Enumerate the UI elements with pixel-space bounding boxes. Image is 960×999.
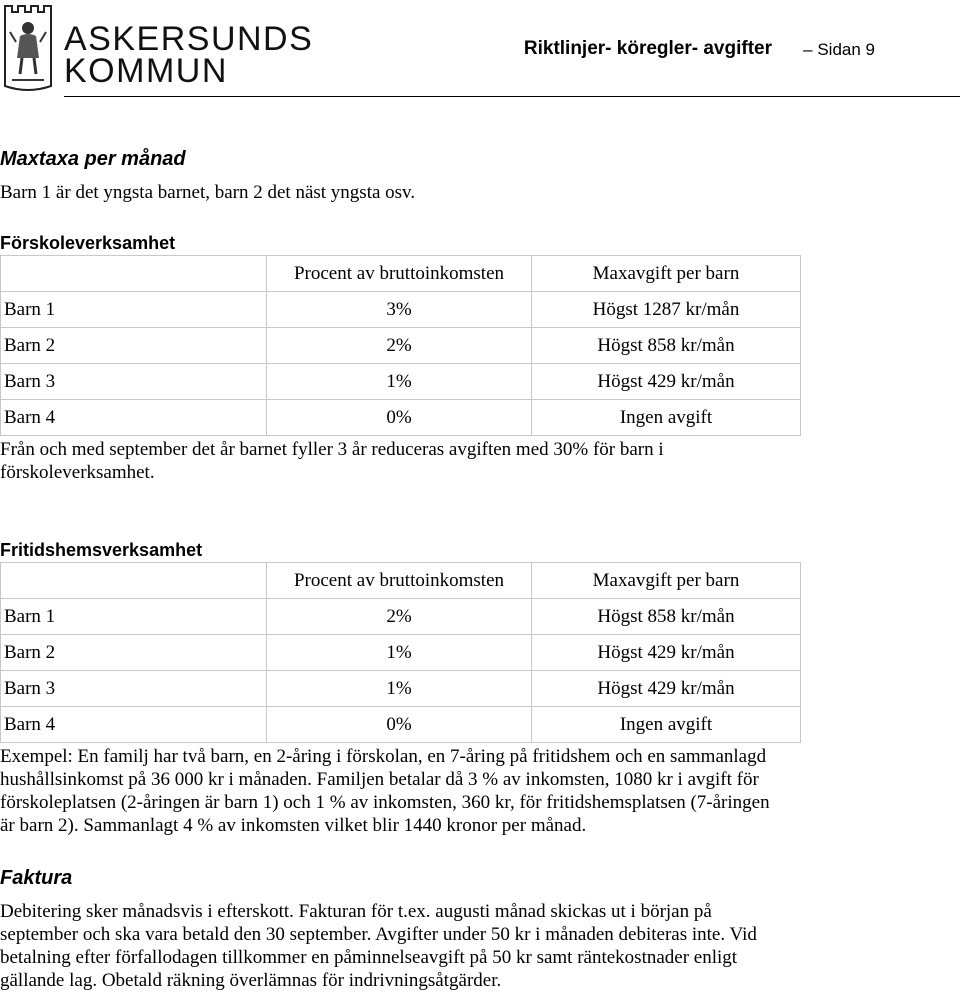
percent-cell: 0%: [267, 707, 532, 743]
maxtaxa-heading: Maxtaxa per månad: [0, 148, 186, 170]
example-line: hushållsinkomst på 36 000 kr i månaden. Familjen betalar då 3 % av inkomsten, 1080 kr i avgift för: [0, 769, 759, 790]
header-divider: [64, 96, 960, 97]
child-cell: Barn 2: [1, 635, 267, 671]
max-fee-cell: Högst 429 kr/mån: [532, 635, 801, 671]
column-header-max: Maxavgift per barn: [532, 256, 801, 292]
logo-line-2: KOMMUN: [64, 52, 228, 90]
table-cell: [1, 256, 267, 292]
percent-cell: 2%: [267, 328, 532, 364]
table-row: [1, 707, 801, 743]
table-row: [1, 364, 801, 400]
percent-cell: 0%: [267, 400, 532, 436]
fritids-fee-table: [0, 562, 801, 743]
municipal-crest-icon: [2, 2, 54, 92]
faktura-line: gällande lag. Obetald räkning överlämnas för indrivningsåtgärder.: [0, 970, 502, 991]
child-cell: Barn 2: [1, 328, 267, 364]
column-header-percent: Procent av bruttoinkomsten: [267, 256, 532, 292]
note-line: Från och med september det år barnet fyller 3 år reduceras avgiften med 30% för barn i: [0, 439, 664, 460]
max-fee-cell: Ingen avgift: [532, 400, 801, 436]
fritids-example: [0, 745, 770, 837]
max-fee-cell: Högst 1287 kr/mån: [532, 292, 801, 328]
child-cell: Barn 4: [1, 707, 267, 743]
child-cell: Barn 1: [1, 599, 267, 635]
forskola-heading: Förskoleverksamhet: [0, 233, 176, 253]
max-fee-cell: Högst 429 kr/mån: [532, 364, 801, 400]
column-header-max: Maxavgift per barn: [532, 563, 801, 599]
faktura-heading: Faktura: [0, 867, 73, 889]
max-fee-cell: Högst 429 kr/mån: [532, 671, 801, 707]
percent-cell: 1%: [267, 364, 532, 400]
table-row: [1, 400, 801, 436]
max-fee-cell: Ingen avgift: [532, 707, 801, 743]
logo-line-1: ASKERSUNDS: [64, 20, 314, 58]
faktura-line: Debitering sker månadsvis i efterskott. Fakturan för t.ex. augusti månad skickas ut i början på: [0, 901, 712, 922]
table-row: [1, 328, 801, 364]
percent-cell: 2%: [267, 599, 532, 635]
max-fee-cell: Högst 858 kr/mån: [532, 328, 801, 364]
table-header-row: [1, 563, 801, 599]
child-cell: Barn 3: [1, 364, 267, 400]
faktura-line: september och ska vara betald den 30 september. Avgifter under 50 kr i månaden debiteras inte. Vid: [0, 924, 757, 945]
table-row: [1, 671, 801, 707]
percent-cell: 1%: [267, 671, 532, 707]
example-line: är barn 2). Sammanlagt 4 % av inkomsten vilket blir 1440 kronor per månad.: [0, 815, 587, 836]
logo-wordmark: [64, 22, 313, 88]
example-line: förskoleplatsen (2-åringen är barn 1) och 1 % av inkomsten, 360 kr, för fritidshemsplatsen (7-åringen: [0, 792, 770, 813]
example-line: Exempel: En familj har två barn, en 2-åring i förskolan, en 7-åring på fritidshem och en sammanlagd: [0, 746, 767, 767]
percent-cell: 1%: [267, 635, 532, 671]
maxtaxa-intro: Barn 1 är det yngsta barnet, barn 2 det näst yngsta osv.: [0, 182, 416, 203]
forskola-note: [0, 438, 664, 484]
page-header: [0, 0, 960, 100]
document-title: Riktlinjer- köregler- avgifter: [523, 38, 772, 59]
max-fee-cell: Högst 858 kr/mån: [532, 599, 801, 635]
page-number: – Sidan 9: [803, 40, 875, 59]
child-cell: Barn 1: [1, 292, 267, 328]
faktura-line: betalning efter förfallodagen tillkommer en påminnelseavgift på 50 kr samt räntekostnader enligt: [0, 947, 738, 968]
table-row: [1, 635, 801, 671]
faktura-text: [0, 900, 757, 992]
forskola-fee-table: [0, 255, 801, 436]
table-header-row: [1, 256, 801, 292]
table-row: [1, 599, 801, 635]
table-row: [1, 292, 801, 328]
child-cell: Barn 3: [1, 671, 267, 707]
table-cell: [1, 563, 267, 599]
column-header-percent: Procent av bruttoinkomsten: [267, 563, 532, 599]
note-line: förskoleverksamhet.: [0, 462, 155, 483]
child-cell: Barn 4: [1, 400, 267, 436]
fritids-heading: Fritidshemsverksamhet: [0, 540, 203, 560]
percent-cell: 3%: [267, 292, 532, 328]
